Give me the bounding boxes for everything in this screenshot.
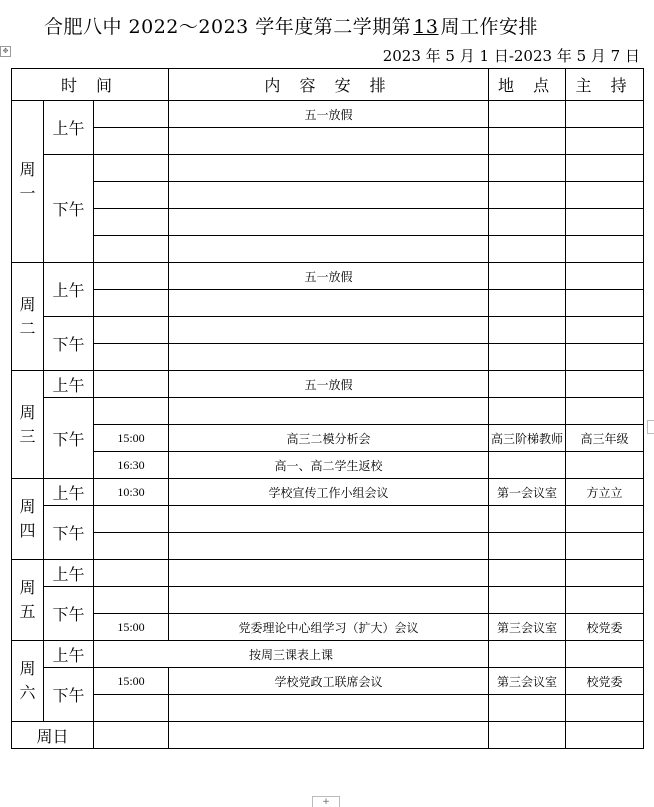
content-cell — [169, 344, 489, 371]
host-cell — [566, 182, 644, 209]
host-cell — [566, 560, 644, 587]
time-cell — [94, 344, 169, 371]
location-cell — [489, 587, 566, 614]
table-row — [12, 560, 644, 587]
host-cell — [566, 263, 644, 290]
header-location: 地 点 — [489, 69, 566, 101]
content-cell — [169, 533, 489, 560]
time-cell — [94, 695, 169, 722]
host-cell — [566, 101, 644, 128]
content-cell — [169, 290, 489, 317]
period-cell: 上午 — [44, 101, 94, 155]
content-cell: 高三二模分析会 — [169, 425, 489, 452]
host-cell — [566, 344, 644, 371]
period-cell: 下午 — [44, 398, 94, 479]
location-cell — [489, 722, 566, 749]
content-cell — [169, 209, 489, 236]
table-row — [12, 506, 644, 533]
location-cell — [489, 371, 566, 398]
time-cell — [94, 155, 169, 182]
time-cell — [94, 371, 169, 398]
host-cell — [566, 128, 644, 155]
host-cell — [566, 398, 644, 425]
table-row — [12, 182, 644, 209]
location-cell — [489, 101, 566, 128]
time-cell — [94, 209, 169, 236]
day-cell: 周 一 — [12, 101, 44, 263]
period-cell: 下午 — [44, 155, 94, 263]
time-cell — [94, 587, 169, 614]
time-cell: 15:00 — [94, 614, 169, 641]
location-cell — [489, 506, 566, 533]
table-row — [12, 641, 644, 668]
host-cell — [566, 290, 644, 317]
time-cell — [94, 236, 169, 263]
host-cell: 校党委 — [566, 668, 644, 695]
time-cell — [94, 398, 169, 425]
time-cell — [94, 263, 169, 290]
host-cell: 方立立 — [566, 479, 644, 506]
location-cell — [489, 560, 566, 587]
content-cell: 党委理论中心组学习（扩大）会议 — [169, 614, 489, 641]
time-cell: 16:30 — [94, 452, 169, 479]
location-cell — [489, 128, 566, 155]
table-row — [12, 668, 644, 695]
table-row — [12, 236, 644, 263]
period-cell: 下午 — [44, 317, 94, 371]
header-row — [12, 69, 644, 101]
header-time: 时 间 — [12, 69, 169, 101]
content-cell: 按周三课表上课 — [94, 641, 489, 668]
host-cell: 校党委 — [566, 614, 644, 641]
period-cell: 上午 — [44, 371, 94, 398]
table-row — [12, 155, 644, 182]
day-cell: 周 三 — [12, 371, 44, 479]
location-cell — [489, 263, 566, 290]
table-row — [12, 128, 644, 155]
location-cell — [489, 533, 566, 560]
table-row — [12, 398, 644, 425]
time-cell — [94, 317, 169, 344]
location-cell — [489, 398, 566, 425]
table-row — [12, 425, 644, 452]
time-cell: 15:00 — [94, 425, 169, 452]
table-row — [12, 722, 644, 749]
location-cell: 高三阶梯教师 — [489, 425, 566, 452]
week-number: 13 — [413, 16, 439, 38]
day-cell: 周 二 — [12, 263, 44, 371]
add-row-icon[interactable]: + — [312, 796, 340, 807]
content-cell — [169, 695, 489, 722]
content-cell — [169, 182, 489, 209]
location-cell — [489, 182, 566, 209]
period-cell: 上午 — [44, 479, 94, 506]
table-row — [12, 614, 644, 641]
table-row — [12, 290, 644, 317]
table-row — [12, 695, 644, 722]
title-prefix: 合肥八中 2022～2023 学年度第二学期第 — [44, 16, 412, 38]
table-row — [12, 344, 644, 371]
host-cell — [566, 695, 644, 722]
content-cell — [169, 722, 489, 749]
table-row — [12, 452, 644, 479]
time-cell — [94, 128, 169, 155]
content-cell: 五一放假 — [169, 101, 489, 128]
host-cell — [566, 371, 644, 398]
content-cell: 学校宣传工作小组会议 — [169, 479, 489, 506]
schedule-table — [11, 68, 644, 749]
table-row — [12, 209, 644, 236]
time-cell — [94, 560, 169, 587]
time-cell — [94, 506, 169, 533]
host-cell — [566, 587, 644, 614]
time-cell — [94, 290, 169, 317]
content-cell — [169, 155, 489, 182]
host-cell — [566, 722, 644, 749]
period-cell: 上午 — [44, 263, 94, 317]
content-cell — [169, 587, 489, 614]
content-cell — [169, 317, 489, 344]
location-cell: 第一会议室 — [489, 479, 566, 506]
table-row — [12, 479, 644, 506]
content-cell — [169, 506, 489, 533]
date-range: 2023 年 5 月 1 日-2023 年 5 月 7 日 — [382, 47, 640, 65]
time-cell: 10:30 — [94, 479, 169, 506]
content-cell: 五一放假 — [169, 371, 489, 398]
content-cell: 学校党政工联席会议 — [169, 668, 489, 695]
location-cell — [489, 344, 566, 371]
content-cell: 高一、高二学生返校 — [169, 452, 489, 479]
time-cell — [94, 182, 169, 209]
host-cell — [566, 155, 644, 182]
time-cell — [94, 101, 169, 128]
location-cell — [489, 290, 566, 317]
content-cell — [169, 560, 489, 587]
location-cell — [489, 209, 566, 236]
host-cell — [566, 452, 644, 479]
table-row — [12, 317, 644, 344]
host-cell: 高三年级 — [566, 425, 644, 452]
day-cell: 周日 — [12, 722, 94, 749]
period-cell: 上午 — [44, 560, 94, 587]
host-cell — [566, 533, 644, 560]
table-move-handle-icon[interactable]: ✥ — [0, 46, 11, 57]
day-cell: 周 四 — [12, 479, 44, 560]
location-cell — [489, 641, 566, 668]
host-cell — [566, 317, 644, 344]
host-cell — [566, 506, 644, 533]
table-row — [12, 263, 644, 290]
location-cell — [489, 317, 566, 344]
period-cell: 下午 — [44, 506, 94, 560]
period-cell: 下午 — [44, 587, 94, 641]
table-row — [12, 101, 644, 128]
time-cell — [94, 722, 169, 749]
time-cell: 15:00 — [94, 668, 169, 695]
period-cell: 上午 — [44, 641, 94, 668]
content-cell: 五一放假 — [169, 263, 489, 290]
location-cell: 第三会议室 — [489, 614, 566, 641]
table-row — [12, 533, 644, 560]
host-cell — [566, 209, 644, 236]
host-cell — [566, 236, 644, 263]
title-suffix: 周工作安排 — [440, 16, 538, 38]
row-resize-marker[interactable] — [647, 420, 654, 434]
period-cell: 下午 — [44, 668, 94, 722]
host-cell — [566, 641, 644, 668]
table-row — [12, 587, 644, 614]
header-host: 主 持 — [566, 69, 644, 101]
time-cell — [94, 533, 169, 560]
content-cell — [169, 236, 489, 263]
content-cell — [169, 128, 489, 155]
location-cell — [489, 452, 566, 479]
header-content: 内 容 安 排 — [169, 69, 489, 101]
location-cell: 第三会议室 — [489, 668, 566, 695]
day-cell: 周 六 — [12, 641, 44, 722]
location-cell — [489, 695, 566, 722]
table-row — [12, 371, 644, 398]
location-cell — [489, 155, 566, 182]
day-cell: 周 五 — [12, 560, 44, 641]
content-cell — [169, 398, 489, 425]
page-title — [44, 12, 538, 39]
location-cell — [489, 236, 566, 263]
